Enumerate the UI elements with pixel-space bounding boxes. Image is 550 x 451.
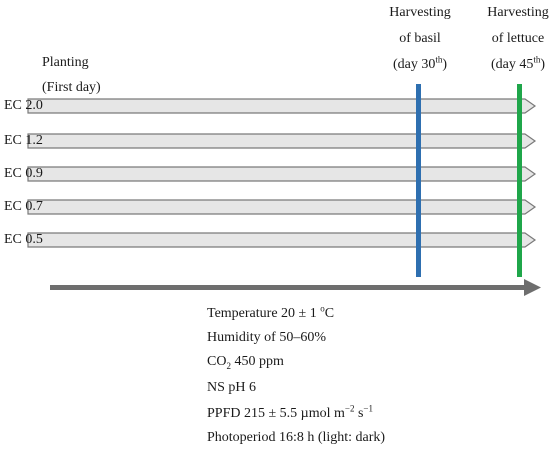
planting-label: Planting: [42, 55, 89, 70]
lettuce-harvest-marker: [517, 84, 522, 277]
treatment-label-ec-0-5: EC 0.5: [4, 232, 43, 247]
basil-harvest-marker: [416, 84, 421, 277]
lettuce-harvest-sublabel: of lettuce: [491, 31, 545, 46]
basil-harvest-day: (day 30th): [392, 54, 448, 72]
treatment-bar: [28, 167, 535, 181]
treatment-bar: [28, 200, 535, 214]
timeline-arrow: [50, 279, 541, 296]
treatment-bar: [28, 99, 535, 113]
condition-temperature: Temperature 20 ± 1 $^o$C: [207, 303, 335, 321]
planting-sublabel: (First day): [42, 80, 101, 95]
treatment-label-ec-2-0: EC 2.0: [4, 98, 43, 113]
basil-harvest-sublabel: of basil: [399, 31, 441, 46]
treatment-label-ec-0-9: EC 0.9: [4, 166, 43, 181]
condition-ph: NS pH 6: [207, 380, 257, 395]
lettuce-harvest-label: Harvesting: [487, 5, 549, 20]
basil-harvest-label: Harvesting: [389, 5, 451, 20]
lettuce-harvest-day: (day 45th): [490, 54, 546, 72]
treatment-bars: [28, 99, 535, 247]
condition-humidity: Humidity of 50–60%: [207, 330, 326, 345]
treatment-label-ec-1-2: EC 1.2: [4, 133, 43, 148]
condition-photoperiod: Photoperiod 16:8 h (light: dark): [207, 430, 386, 445]
condition-ppfd: PPFD 215 ± 5.5 µmol $m^{-2}$ $s^{-1}$: [207, 403, 373, 421]
condition-co2: $CO_2$ 450 ppm: [207, 354, 284, 371]
treatment-bar: [28, 233, 535, 247]
treatment-label-ec-0-7: EC 0.7: [4, 199, 43, 214]
treatment-bar: [28, 134, 535, 148]
